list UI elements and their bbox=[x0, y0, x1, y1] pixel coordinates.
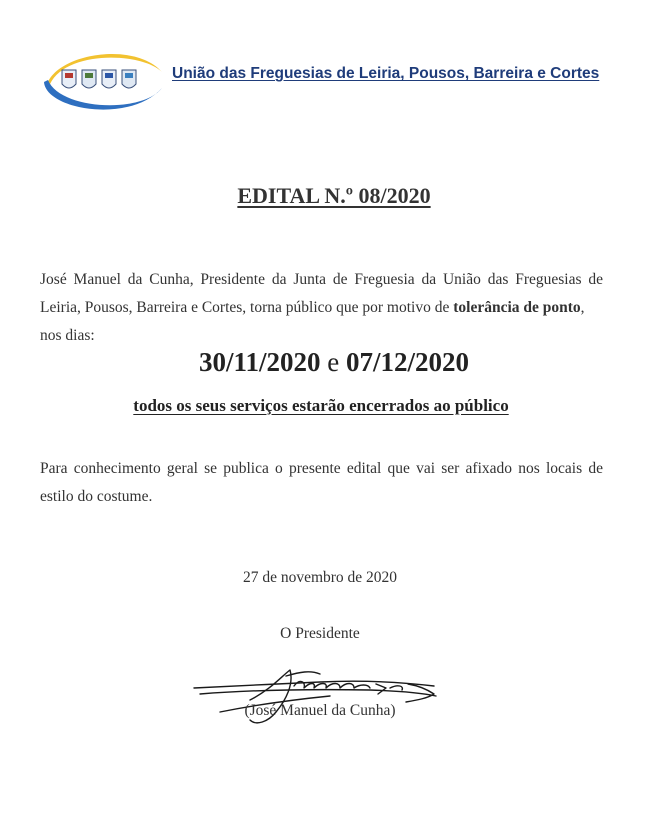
intro-line-2-suffix: , bbox=[580, 299, 585, 316]
date-2: 07/12/2020 bbox=[345, 347, 469, 377]
publication-line-1: Para conhecimento geral se publica o presente edital que vai ser afixado nos locais de bbox=[40, 460, 603, 477]
closure-dates bbox=[0, 347, 668, 378]
coat-of-arms-icon bbox=[82, 70, 96, 88]
date-1: 30/11/2020 bbox=[198, 347, 321, 377]
coat-of-arms-icon bbox=[62, 70, 76, 88]
edital-title: EDITAL N.º 08/2020 bbox=[237, 183, 431, 208]
signer-name: (José Manuel da Cunha) bbox=[244, 702, 396, 719]
coat-of-arms-icon bbox=[102, 70, 116, 88]
publication-line-2: estilo do costume. bbox=[40, 488, 153, 505]
intro-line-1: José Manuel da Cunha, Presidente da Junta de Freguesia da União das Freguesias de bbox=[40, 271, 603, 288]
publication-paragraph bbox=[40, 455, 603, 511]
intro-paragraph bbox=[40, 266, 603, 350]
intro-line-2-bold: tolerância de ponto bbox=[453, 299, 581, 316]
signer-role: O Presidente bbox=[280, 625, 360, 642]
parish-union-logo bbox=[38, 44, 166, 118]
intro-line-2-prefix: Leiria, Pousos, Barreira e Cortes, torna público que por motivo de bbox=[40, 299, 454, 316]
intro-line-3: nos dias: bbox=[40, 327, 95, 344]
coat-of-arms-icon bbox=[122, 70, 136, 88]
issue-date: 27 de novembro de 2020 bbox=[242, 569, 398, 586]
date-conjunction: e bbox=[320, 347, 346, 377]
org-name: União das Freguesias de Leiria, Pousos, Barreira e Cortes bbox=[172, 65, 600, 82]
closure-notice: todos os seus serviços estarão encerrados ao público bbox=[133, 396, 509, 415]
